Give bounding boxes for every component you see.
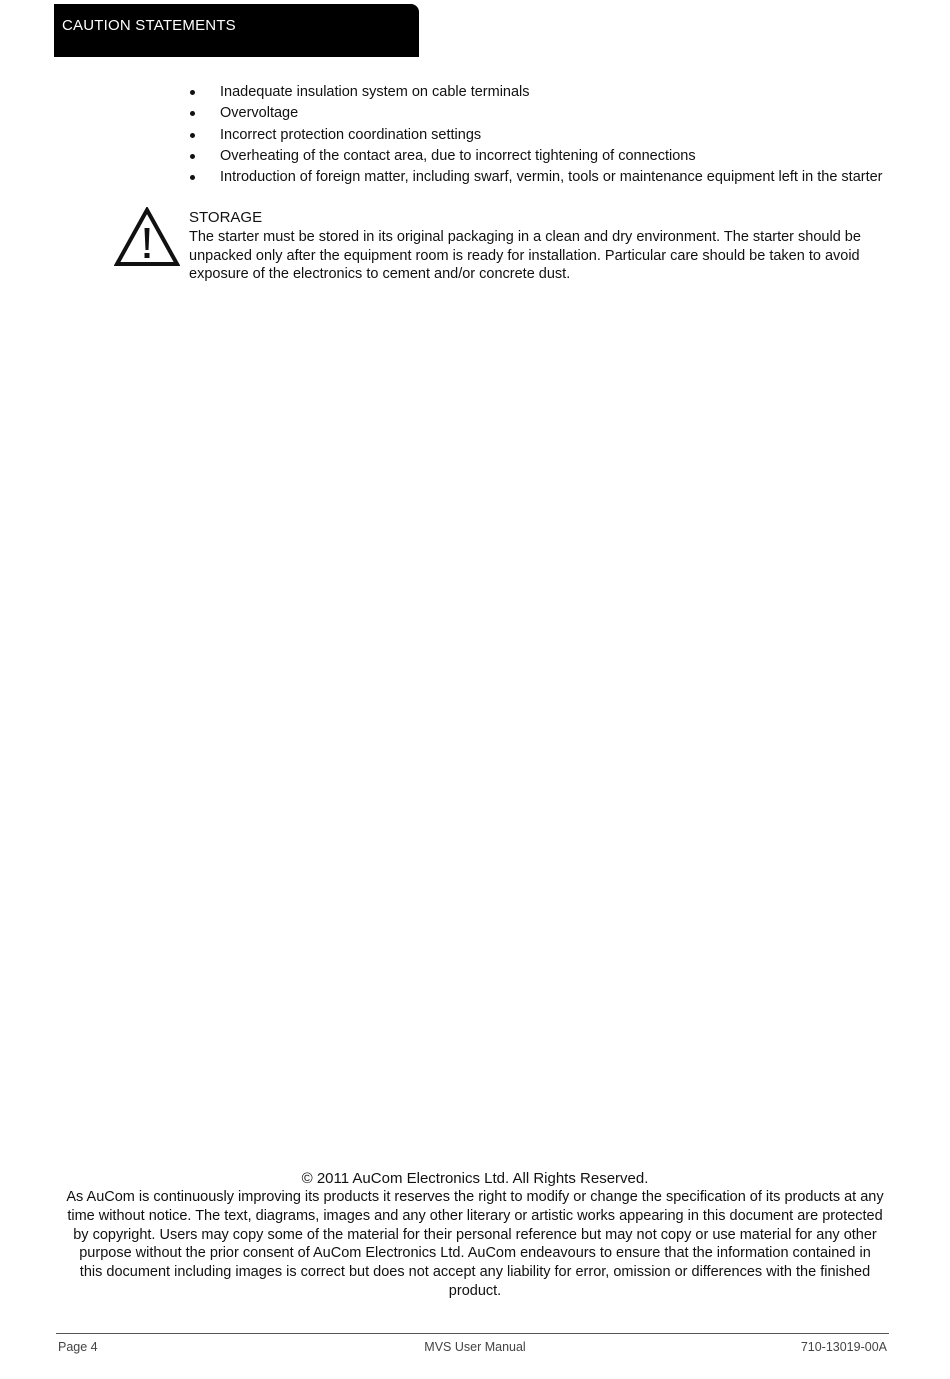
- copyright-heading: © 2011 AuCom Electronics Ltd. All Rights Reserved.: [301, 1170, 649, 1187]
- copyright-text-line: purpose without the prior consent of AuCom Electronics Ltd. AuCom endeavours to ensure that the information contained in: [79, 1245, 871, 1262]
- section-header-bar: [54, 4, 419, 57]
- copyright-notice: [40, 1169, 910, 1301]
- list-item: [188, 167, 883, 188]
- warning-triangle-icon: [114, 207, 180, 267]
- list-item: [188, 146, 883, 167]
- list-item-text: Overheating of the contact area, due to incorrect tightening of connections: [220, 147, 696, 164]
- copyright-text-line: by copyright. Users may copy some of the material for their personal reference but may not copy or use material for any other: [73, 1226, 877, 1243]
- copyright-text-line: this document including images is correct but does not accept any liability for error, omission or differences with the finished: [79, 1264, 871, 1281]
- list-item: [188, 125, 883, 146]
- list-item-text: Inadequate insulation system on cable terminals: [220, 84, 530, 100]
- copyright-text-line: As AuCom is continuously improving its products it reserves the right to modify or change the specification of its products at any: [66, 1189, 884, 1205]
- section-title: CAUTION STATEMENTS: [62, 17, 236, 34]
- list-item: [188, 82, 883, 103]
- list-item-text: Incorrect protection coordination settings: [220, 126, 482, 143]
- storage-text-line: unpacked only after the equipment room is ready for installation. Particular care should be taken to avoid: [189, 247, 860, 264]
- bullet-icon: [190, 154, 195, 159]
- bullet-icon: [190, 175, 195, 180]
- list-item-text: Overvoltage: [220, 105, 299, 122]
- footer-page-number: Page 4: [58, 1340, 98, 1354]
- footer-document-number: 710-13019-00A: [800, 1340, 887, 1354]
- storage-notice: [189, 208, 889, 284]
- bullet-icon: [190, 111, 195, 116]
- storage-text-line: exposure of the electronics to cement and/or concrete dust.: [189, 266, 571, 282]
- bullet-icon: [190, 133, 195, 138]
- storage-text-line: The starter must be stored in its original packaging in a clean and dry environment. The starter should be: [189, 229, 861, 245]
- caution-bullet-list: [188, 82, 883, 188]
- bullet-icon: [190, 90, 195, 95]
- footer-manual-title: MVS User Manual: [424, 1340, 526, 1354]
- list-item-text: Introduction of foreign matter, including swarf, vermin, tools or maintenance equipment left in the starter: [220, 169, 883, 185]
- storage-heading: STORAGE: [189, 209, 263, 226]
- copyright-text-line: product.: [448, 1282, 502, 1299]
- footer-divider: [56, 1333, 889, 1334]
- list-item: [188, 103, 883, 124]
- copyright-text-line: time without notice. The text, diagrams, images and any other literary or artistic works appearing in this document are protected: [67, 1207, 883, 1224]
